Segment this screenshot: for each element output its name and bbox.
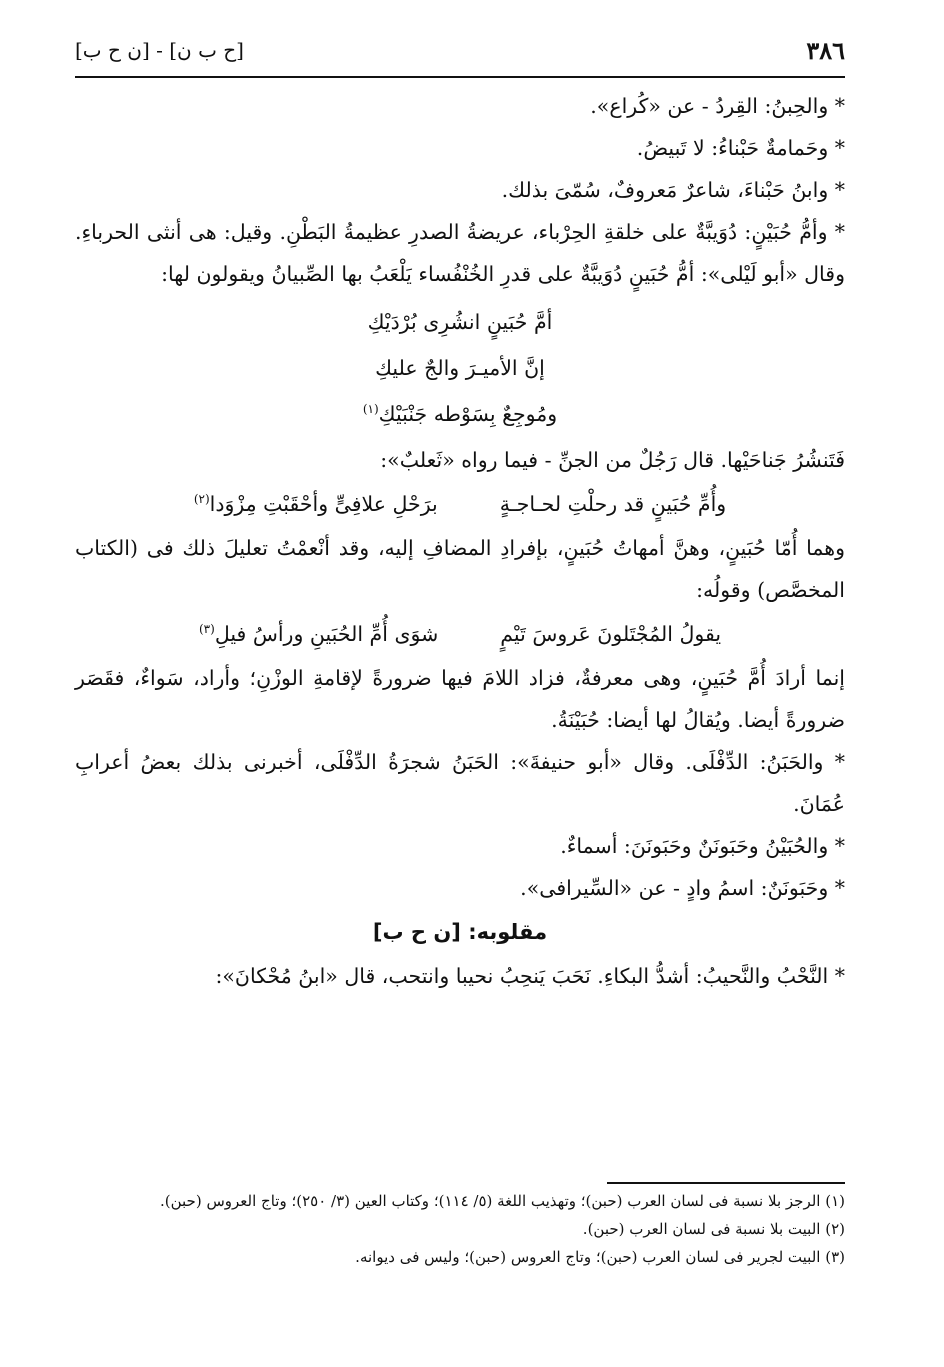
footnote: (١) الرجز بلا نسبة فى لسان العرب (حبن)؛ وتهذيب اللغة (٥/ ١١٤)؛ وكتاب العين (٣/ ٢٥٠)؛ وتاج العروس (حبن). — [159, 1192, 845, 1210]
main-text — [75, 85, 845, 997]
entry-paragraph: * وحَبَونَنٌ: اسمُ وادٍ - عن «السِّيرافى». — [520, 876, 845, 900]
verse-rajaz — [75, 299, 845, 437]
entry-paragraph: * والحُبَيْنُ وحَبَونَنٌ وحَبَونَنَ: أسماءٌ. — [560, 834, 845, 858]
entry-paragraph: فَتَنشُرُ جَناحَيْها. قال رَجُلٌ من الجنِّ - فيما رواه «ثَعلبٌ»: — [380, 448, 845, 472]
verse-hemistich-first: وأُمِّ حُبَينٍ قد رحلْتِ لحـاجـةٍ — [499, 492, 727, 516]
footnote-marker: (٣) — [198, 622, 215, 637]
running-head: [ح ب ن] - [ن ح ب] — [75, 38, 244, 62]
verse-couplet — [75, 613, 845, 655]
entry-paragraph: * وحَمامةٌ حَبْناءُ: لا تَبيضُ. — [636, 136, 845, 160]
page-number: ٣٨٦ — [806, 36, 845, 65]
footnote: (٣) البيت لجرير فى لسان العرب (حبن)؛ وتاج العروس (حبن)؛ وليس فى ديوانه. — [355, 1248, 845, 1266]
verse-hemistich-first: يقولُ المُجْتَلونَ عَروسَ تَيْمٍ — [500, 622, 722, 646]
footnotes — [75, 1188, 845, 1272]
entry-paragraph: * والحِبنُ: القِردُ - عن «كُراع». — [590, 94, 845, 118]
verse-hemistich-second — [194, 483, 438, 525]
verse-line: إنَّ الأميـرَ والجٌ عليكِ — [375, 356, 545, 380]
footnote: (٢) البيت بلا نسبة فى لسان العرب (حبن). — [582, 1220, 845, 1238]
entry-paragraph: إنما أرادَ أُمَّ حُبَينٍ، وهى معرفةٌ، فزاد اللامَ فيها ضرورةً لإقامةِ الوزْنِ؛ وأراد، سَواءٌ، فقَصَر ضرورةً أيضا. ويُقالُ لها أيضا: حُبَيْنَةُ. — [75, 666, 845, 732]
footnote-marker: (١) — [362, 402, 379, 417]
page-header — [75, 36, 845, 78]
verse-hemistich-second — [199, 613, 438, 655]
footnote-marker: (٢) — [193, 492, 210, 507]
entry-paragraph: وهما أُمّا حُبَينٍ، وهنَّ أمهاتُ حُبَينٍ، بإفرادِ المضافِ إليه، وقد أنْعمْتُ تعليلَ ذلك فى (الكتاب المخصَّص) وقولُه: — [75, 536, 845, 602]
verse-text: شوَى أُمِّ الحُبَينِ ورأسُ فيلِ — [214, 622, 439, 646]
verse-line-text: ومُوجِعٌ بِسَوْطه جَنْبَيْكِ — [378, 402, 558, 426]
section-heading: مقلوبه: [ن ح ب] — [372, 920, 548, 944]
verse-line: أمَّ حُبَينٍ انشُرِى بُرْدَيْكِ — [367, 310, 553, 334]
verse-text: برَحْلِ علافِىٍّ وأحْقَبْتِ مِزْوَدا — [209, 492, 438, 516]
footnote-divider — [607, 1182, 845, 1184]
entry-paragraph: * النَّحْبُ والنَّحيبُ: أشدُّ البكاءِ. نَحَبَ يَنحِبُ نحيبا وانتحب، قال «ابنُ مُحْكانَ»: — [215, 964, 845, 988]
entry-paragraph: * والحَبَنُ: الدِّفْلَى. وقال «أبو حنيفةَ»: الحَبَنُ شجرَةُ الدِّفْلَى، أخبرنى بذلك بعضُ أعرابِ عُمَانَ. — [75, 750, 845, 816]
verse-couplet — [75, 483, 845, 525]
entry-paragraph: * وابنُ حَبْناءَ، شاعرٌ مَعروفٌ، سُمّىَ بذلك. — [501, 178, 845, 202]
entry-paragraph: * وأمُّ حُبَيْنٍ: دُوَيبَّةٌ على خلقةِ الحِرْباء، عريضةُ الصدرِ عظيمةُ البَطْنِ. وقيل: هى أنثى الحرباءِ. وقال «أبو لَيْلى»: أمُّ حُبَينٍ دُوَيبَّةٌ على قدرِ الخُنْفُساء يَلْعَبُ بها الصِّبيانُ ويقولون لها: — [75, 220, 845, 286]
verse-line — [75, 391, 845, 437]
